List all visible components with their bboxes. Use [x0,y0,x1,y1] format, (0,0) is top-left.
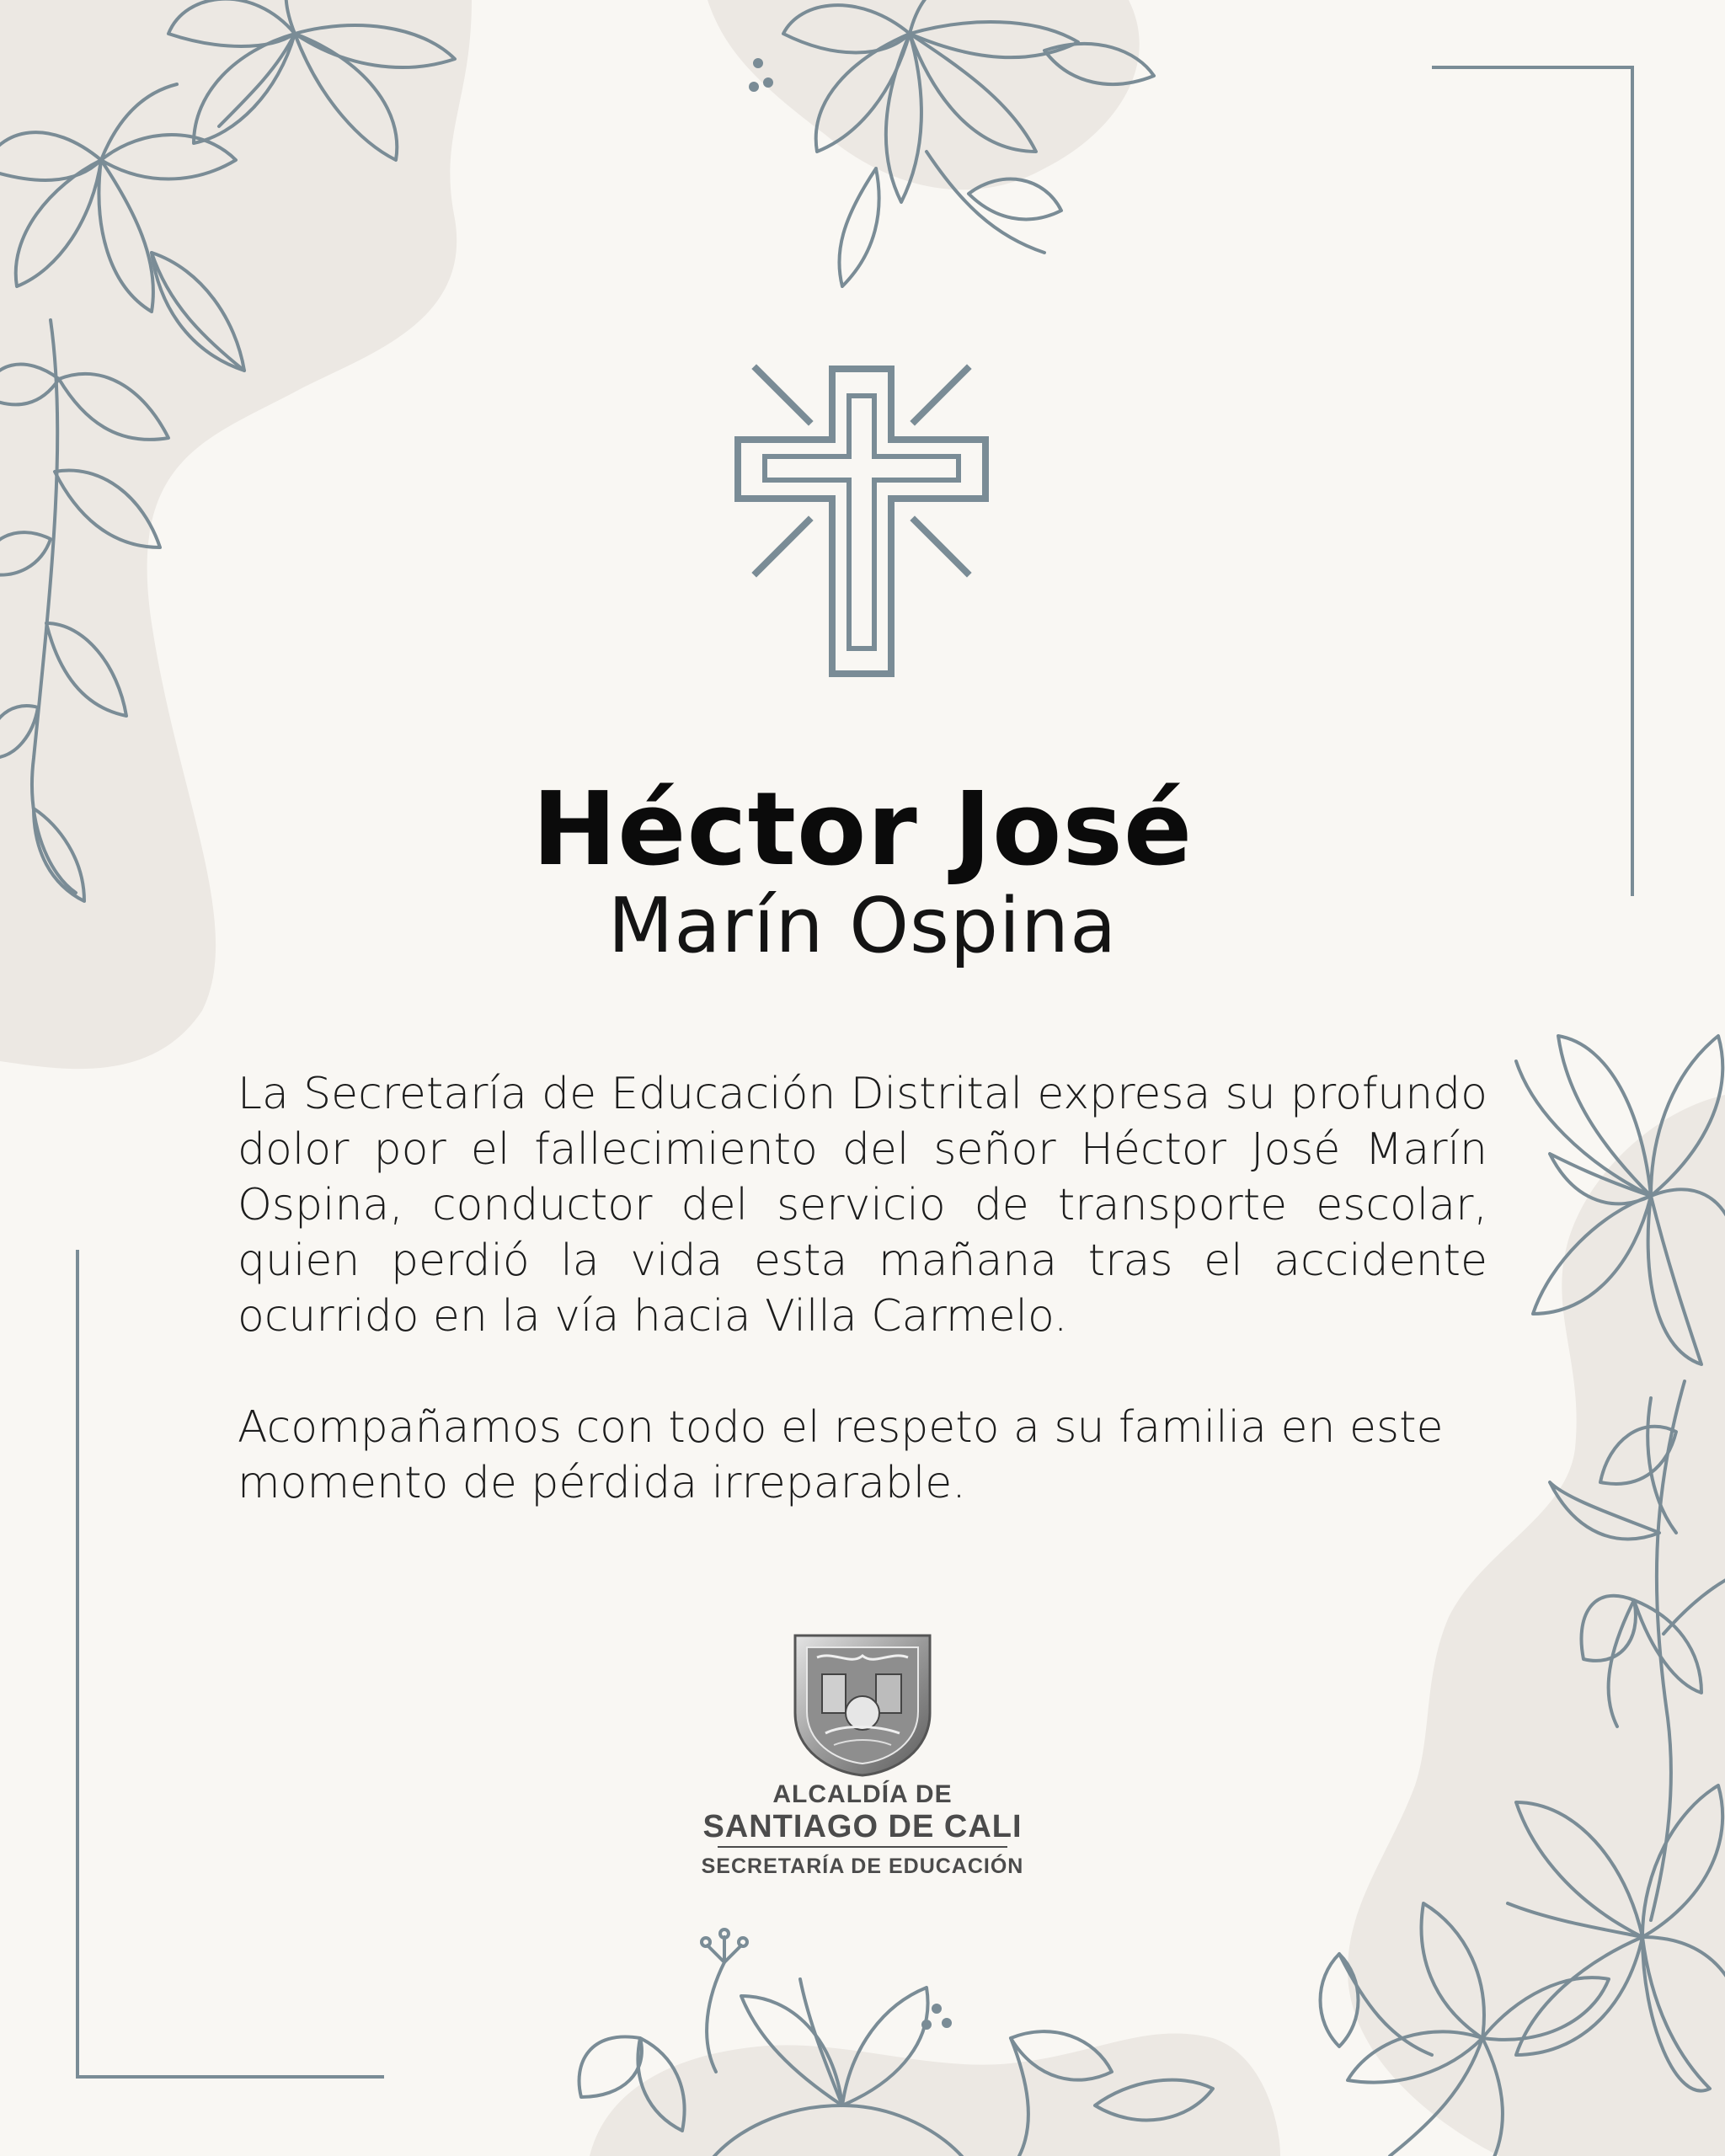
frame-top-right-horizontal [1432,66,1634,69]
condolence-paragraph-2: Acompañamos con todo el respeto a su familia en este momento de pérdida irreparable. [238,1402,1444,1508]
city-crest-emblem [792,1632,933,1777]
frame-top-right-vertical [1631,66,1634,896]
deceased-first-name: Héctor José [531,771,1194,889]
bottom-blob [590,2033,1280,2156]
condolence-paragraph-1: La Secretaría de Educación Distrital expresa su profundo dolor por el fallecimiento del señor Héctor José Marín Ospina, conductor del servicio de transporte escolar, quien perdió la vida esta mañana tras el accidente ocurrido en la vía hacia Villa Carmelo. [238,1069,1487,1342]
frame-bottom-left-vertical [76,1250,79,2079]
cross-with-rays-icon [731,362,992,682]
deceased-last-name: Marín Ospina [607,882,1118,970]
logo-text-secretaria: SECRETARÍA DE EDUCACIÓN [701,1854,1024,1878]
logo-text-city: SANTIAGO DE CALI [702,1809,1023,1844]
frame-bottom-left-horizontal [76,2075,384,2079]
logo-text-alcaldia: ALCALDÍA DE [772,1780,953,1808]
logo-divider [718,1846,1007,1848]
